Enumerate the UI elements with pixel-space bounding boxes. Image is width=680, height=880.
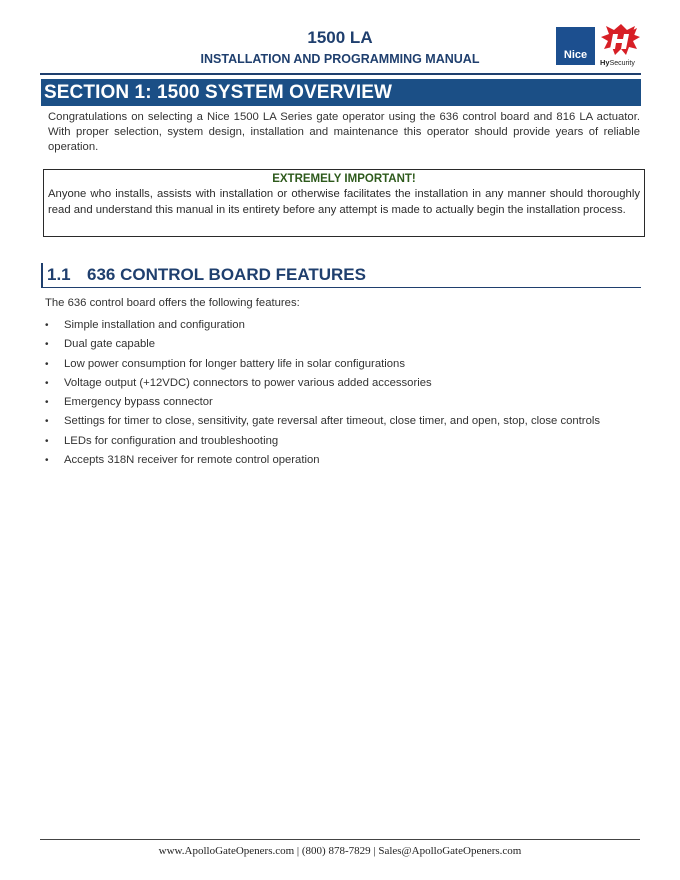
manual-title: 1500 LA <box>307 28 373 47</box>
list-item: • LEDs for configuration and troubleshooting <box>45 432 600 451</box>
manual-subtitle: INSTALLATION AND PROGRAMMING MANUAL <box>200 52 480 66</box>
list-item: • Simple installation and configuration <box>45 316 600 335</box>
list-item: • Low power consumption for longer battery life in solar configurations <box>45 355 600 374</box>
bullet-icon: • <box>45 358 49 370</box>
features-lead: The 636 control board offers the following features: <box>45 297 300 309</box>
bullet-icon: • <box>45 397 49 409</box>
list-item: • Dual gate capable <box>45 335 600 354</box>
bullet-icon: • <box>45 435 49 447</box>
bullet-icon: • <box>45 320 49 331</box>
hysecurity-logo-text: HySecurity <box>600 58 635 67</box>
intro-paragraph: Congratulations on selecting a Nice 1500 LA Series gate operator using the 636 control board and 816 LA actuator. With proper selection, system design, installation and maintenance this operator should provide years of reliable operation. <box>48 111 640 153</box>
list-item: • Settings for timer to close, sensitivity, gate reversal after timeout, close timer, and open, stop, close controls <box>45 412 600 431</box>
bullet-icon: • <box>45 339 49 351</box>
notice-text: Anyone who installs, assists with installation or otherwise facilitates the installation in any manner should thoroughly read and understand this manual in its entirety before any attempt is made to actually begin the installation process. <box>48 188 640 216</box>
list-item: • Emergency bypass connector <box>45 393 600 412</box>
list-item: • Accepts 318N receiver for remote control operation <box>45 451 600 470</box>
bullet-icon: • <box>45 455 49 467</box>
notice-title: EXTREMELY IMPORTANT! <box>272 173 416 185</box>
list-item: • Voltage output (+12VDC) connectors to power various added accessories <box>45 374 600 393</box>
subsection-number: 1.1 <box>47 265 71 284</box>
footer-divider <box>40 839 640 840</box>
bullet-icon: • <box>45 416 49 428</box>
features-list <box>45 316 600 470</box>
subsection-heading <box>41 263 641 288</box>
footer-contact: www.ApolloGateOpeners.com | (800) 878-7829 | Sales@ApolloGateOpeners.com <box>158 845 522 857</box>
header-divider <box>40 73 641 75</box>
important-notice-box <box>43 169 645 237</box>
nice-logo-text: Nice <box>563 49 588 61</box>
nice-logo <box>556 27 595 65</box>
section-title: SECTION 1: 1500 SYSTEM OVERVIEW <box>41 79 641 106</box>
bullet-icon: • <box>45 377 49 389</box>
subsection-title: 636 CONTROL BOARD FEATURES <box>87 265 366 284</box>
